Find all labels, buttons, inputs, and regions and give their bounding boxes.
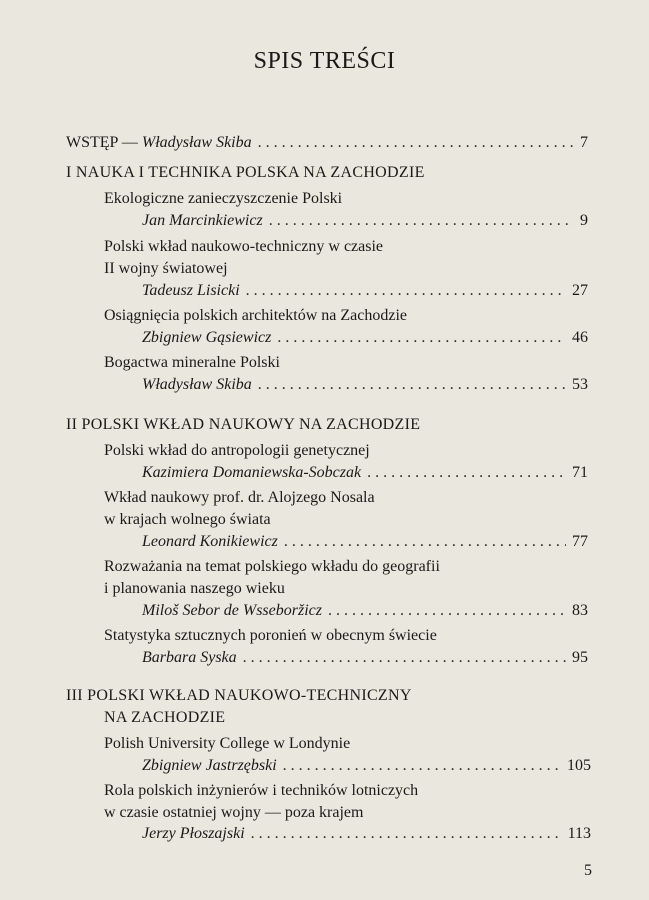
toc-entry [142, 210, 588, 232]
page-ref: 71 [572, 464, 588, 481]
leader-dots [328, 600, 566, 622]
intro-label: WSTĘP — [66, 134, 142, 151]
page-ref: 83 [572, 602, 588, 619]
page-ref: 53 [572, 376, 588, 393]
toc-entry [142, 462, 588, 484]
section-heading: III POLSKI WKŁAD NAUKOWO-TECHNICZNY [66, 687, 412, 704]
entry-title: Polish University College w Londynie [104, 735, 351, 752]
toc-entry [142, 374, 588, 396]
entry-author: Władysław Skiba [142, 376, 252, 393]
section-heading: I NAUKA I TECHNIKA POLSKA NA ZACHODZIE [66, 164, 425, 181]
leader-dots [269, 210, 574, 232]
leader-dots [283, 755, 561, 777]
entry-author: Kazimiera Domaniewska-Sobczak [142, 464, 362, 481]
page-ref: 105 [567, 757, 591, 774]
page-ref: 27 [572, 282, 588, 299]
section-heading: II POLSKI WKŁAD NAUKOWY NA ZACHODZIE [66, 416, 421, 433]
entry-title: Statystyka sztucznych poronień w obecnym świecie [104, 627, 437, 644]
leader-dots [251, 823, 562, 845]
entry-title: Wkład naukowy prof. dr. Alojzego Nosala [104, 489, 375, 506]
leader-dots [367, 462, 566, 484]
leader-dots [243, 647, 566, 669]
entry-title: Polski wkład do antropologii genetycznej [104, 442, 370, 459]
leader-dots [246, 280, 566, 302]
toc-entry [142, 327, 588, 349]
entry-author: Leonard Konikiewicz [142, 533, 278, 550]
entry-title: Ekologiczne zanieczyszczenie Polski [104, 190, 343, 207]
entry-author: Jerzy Płoszajski [142, 825, 245, 842]
entry-title: Rola polskich inżynierów i techników lotniczych [104, 782, 419, 799]
toc-entry [142, 531, 588, 553]
leader-dots [284, 531, 566, 553]
entry-title: i planowania naszego wieku [104, 580, 285, 597]
leader-dots [258, 132, 574, 154]
page-title: SPIS TREŚCI [253, 48, 396, 74]
entry-author: Jan Marcinkiewicz [142, 212, 263, 229]
entry-author: Barbara Syska [142, 649, 237, 666]
entry-title: Osiągnięcia polskich architektów na Zachodzie [104, 307, 407, 324]
page-ref: 7 [580, 134, 588, 151]
leader-dots [277, 327, 566, 349]
page-ref: 113 [567, 825, 591, 842]
toc-entry [142, 600, 588, 622]
leader-dots [258, 374, 566, 396]
entry-author: Tadeusz Lisicki [142, 282, 240, 299]
entry-author: Zbigniew Jastrzębski [142, 757, 277, 774]
page-ref: 9 [580, 212, 588, 229]
entry-title: w krajach wolnego świata [104, 511, 271, 528]
entry-title: Bogactwa mineralne Polski [104, 354, 280, 371]
toc-entry [142, 647, 588, 669]
toc-entry [142, 823, 591, 845]
page-ref: 95 [572, 649, 588, 666]
entry-author: Miloš Sebor de Wsseboržicz [142, 602, 322, 619]
entry-title: II wojny światowej [104, 260, 228, 277]
entry-title: Polski wkład naukowo-techniczny w czasie [104, 238, 384, 255]
section-heading: NA ZACHODZIE [104, 709, 226, 726]
page-ref: 46 [572, 329, 588, 346]
page-ref: 77 [572, 533, 588, 550]
entry-title: w czasie ostatniej wojny — poza krajem [104, 804, 364, 821]
entry-title: Rozważania na temat polskiego wkładu do geografii [104, 558, 440, 575]
toc-entry [142, 755, 591, 777]
entry-author: Zbigniew Gąsiewicz [142, 329, 272, 346]
intro-author: Władysław Skiba [141, 134, 252, 151]
page-number: 5 [584, 862, 592, 879]
toc-entry-intro [66, 132, 588, 154]
toc-entry [142, 280, 588, 302]
